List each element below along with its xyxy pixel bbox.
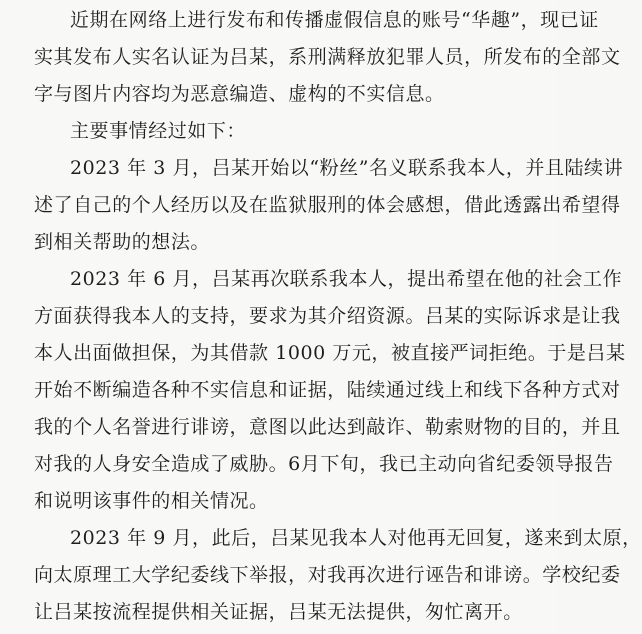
text-line: 我的个人名誉进行诽谤，意图以此达到敲诈、勒索财物的目的，并且 — [34, 416, 621, 438]
text-line: 让吕某按流程提供相关证据，吕某无法提供，匆忙离开。 — [34, 601, 523, 623]
text-line: 开始不断编造各种不实信息和证据，陆续通过线上和线下各种方式对 — [34, 379, 621, 401]
text-line: 字与图片内容均为恶意编造、虚构的不实信息。 — [34, 83, 445, 105]
text-line: 2023 年 6 月，吕某再次联系我本人，提出希望在他的社会工作 — [70, 268, 623, 290]
text-line: 述了自己的个人经历以及在监狱服刑的体会感想，借此透露出希望得 — [34, 194, 621, 216]
text-line: 方面获得我本人的支持，要求为其介绍资源。吕某的实际诉求是让我 — [34, 305, 621, 327]
text-line: 对我的人身安全造成了威胁。6月下旬，我已主动向省纪委领导报告 — [34, 453, 614, 475]
text-line: 近期在网络上进行发布和传播虚假信息的账号“华趣”，现已证 — [70, 9, 599, 31]
text-line: 向太原理工大学纪委线下举报，对我再次进行诬告和诽谤。学校纪委 — [34, 564, 621, 586]
text-line: 实其发布人实名认证为吕某，系刑满释放犯罪人员，所发布的全部文 — [34, 46, 621, 68]
text-line: 本人出面做担保，为其借款 1000 万元，被直接严词拒绝。于是吕某 — [34, 342, 626, 364]
text-line: 和说明该事件的相关情况。 — [34, 490, 269, 512]
text-line: 主要事情经过如下： — [70, 120, 246, 142]
text-line: 2023 年 9 月，此后，吕某见我本人对他再无回复，遂来到太原， — [70, 527, 642, 549]
text-line: 到相关帮助的想法。 — [34, 231, 210, 253]
text-line: 2023 年 3 月，吕某开始以“粉丝”名义联系我本人，并且陆续讲 — [70, 157, 624, 179]
